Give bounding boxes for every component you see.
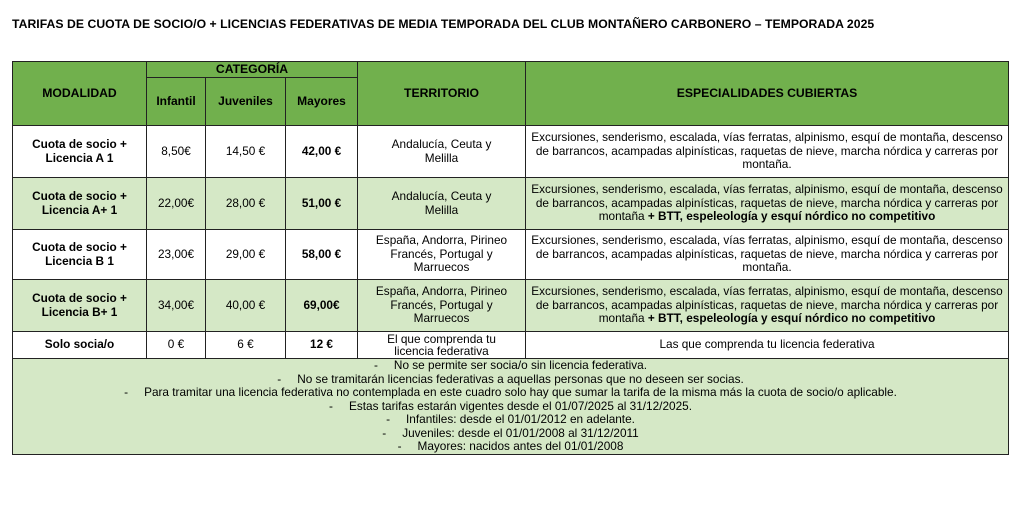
especialidades-cell: Las que comprenda tu licencia federativa (526, 332, 1009, 359)
header-mayores: Mayores (286, 78, 358, 126)
header-modalidad: MODALIDAD (13, 62, 147, 126)
header-juveniles: Juveniles (206, 78, 286, 126)
note-item: - No se permite ser socia/o sin licencia federativa. (373, 358, 648, 372)
modalidad-line: Licencia A+ 1 (41, 202, 118, 217)
modalidad-line: Cuota de socio + (32, 291, 127, 305)
modalidad-cell: Solo socia/o (13, 332, 147, 359)
note-text: Para tramitar una licencia federativa no contemplada en este cuadro solo hay que sumar la tarifa de la misma más la cuota de socio/o aplicable. (144, 385, 897, 399)
especialidades-cell: Excursiones, senderismo, escalada, vías ferratas, alpinismo, esquí de montaña, descenso de barrancos, acampadas alpinísticas, raquetas de nieve, marcha nórdica y carreras por montaña. (526, 126, 1009, 178)
juveniles-cell: 29,00 € (206, 230, 286, 280)
mayores-cell: 42,00 € (286, 126, 358, 178)
document-title: TARIFAS DE CUOTA DE SOCIO/O + LICENCIAS FEDERATIVAS DE MEDIA TEMPORADA DEL CLUB MONTAÑERO CARBONERO – TEMPORADA 2025 (12, 17, 875, 31)
notes-cell (13, 359, 1009, 455)
mayores-cell: 51,00 € (286, 178, 358, 230)
table-row (13, 332, 1009, 359)
juveniles-cell: 40,00 € (206, 280, 286, 332)
note-text: Mayores: nacidos antes del 01/01/2008 (417, 439, 624, 453)
table-row (13, 230, 1009, 280)
modalidad-line: Licencia B+ 1 (41, 304, 118, 319)
header-infantil: Infantil (147, 78, 206, 126)
mayores-cell: 69,00€ (286, 280, 358, 332)
especialidades-cell (526, 178, 1009, 230)
note-item: - Mayores: nacidos antes del 01/01/2008 (397, 439, 624, 453)
territorio-cell: España, Andorra, Pirineo Francés, Portugal y Marruecos (358, 230, 526, 280)
modalidad-cell (13, 126, 147, 178)
modalidad-line: Cuota de socio + (32, 189, 127, 203)
modalidad-line: Licencia A 1 (45, 150, 114, 165)
modalidad-line: Cuota de socio + (32, 240, 127, 254)
note-item: - Infantiles: desde el 01/01/2012 en adelante. (386, 412, 635, 426)
especialidades-extra: + BTT, espeleología y esquí nórdico no competitivo (647, 209, 936, 224)
mayores-cell: 12 € (286, 332, 358, 359)
modalidad-line: Licencia B 1 (45, 253, 114, 268)
table-row (13, 126, 1009, 178)
modalidad-cell (13, 178, 147, 230)
header-territorio: TERRITORIO (358, 62, 526, 126)
infantil-cell: 0 € (147, 332, 206, 359)
header-categoria: CATEGORÍA (147, 62, 358, 78)
territorio-cell: Andalucía, Ceuta y Melilla (358, 178, 526, 230)
note-item: - Para tramitar una licencia federativa no contemplada en este cuadro solo hay que sumar la tarifa de la misma más la cuota de socio/o aplicable. (124, 385, 897, 399)
table-row (13, 178, 1009, 230)
especialidades-cell: Excursiones, senderismo, escalada, vías ferratas, alpinismo, esquí de montaña, descenso de barrancos, acampadas alpinísticas, raquetas de nieve, marcha nórdica y carreras por montaña. (526, 230, 1009, 280)
especialidades-extra: + BTT, espeleología y esquí nórdico no competitivo (647, 311, 936, 326)
especialidades-text: Excursiones, senderismo, escalada, vías ferratas, alpinismo, esquí de montaña, descenso de barrancos, acampadas alpinísticas, raquetas de nieve, marcha nórdica y carreras por montaña (531, 284, 1003, 326)
note-text: Juveniles: desde el 01/01/2008 al 31/12/2011 (402, 425, 639, 440)
note-item: - No se tramitarán licencias federativas a aquellas personas que no deseen ser socias. (277, 371, 744, 386)
note-text: No se permite ser socia/o sin licencia federativa. (393, 358, 648, 372)
territorio-cell: España, Andorra, Pirineo Francés, Portugal y Marruecos (358, 280, 526, 332)
territorio-cell: Andalucía, Ceuta y Melilla (358, 126, 526, 178)
especialidades-cell (526, 280, 1009, 332)
note-text: Estas tarifas estarán vigentes desde el 01/07/2025 al 31/12/2025. (348, 398, 692, 413)
infantil-cell: 8,50€ (147, 126, 206, 178)
fees-table (12, 61, 1009, 455)
juveniles-cell: 6 € (206, 332, 286, 359)
infantil-cell: 22,00€ (147, 178, 206, 230)
header-especialidades: ESPECIALIDADES CUBIERTAS (526, 62, 1009, 126)
infantil-cell: 34,00€ (147, 280, 206, 332)
modalidad-line: Cuota de socio + (32, 137, 127, 151)
infantil-cell: 23,00€ (147, 230, 206, 280)
note-item: - Juveniles: desde el 01/01/2008 al 31/12/2011 (382, 425, 639, 440)
juveniles-cell: 28,00 € (206, 178, 286, 230)
especialidades-text: Excursiones, senderismo, escalada, vías ferratas, alpinismo, esquí de montaña, descenso de barrancos, acampadas alpinísticas, raquetas de nieve, marcha nórdica y carreras por montaña (531, 182, 1003, 224)
modalidad-cell (13, 280, 147, 332)
table-row (13, 280, 1009, 332)
notes-row (13, 359, 1009, 455)
territorio-cell: El que comprenda tu licencia federativa (358, 332, 526, 359)
note-item: - Estas tarifas estarán vigentes desde el 01/07/2025 al 31/12/2025. (329, 398, 692, 413)
note-text: Infantiles: desde el 01/01/2012 en adelante. (406, 412, 635, 426)
juveniles-cell: 14,50 € (206, 126, 286, 178)
modalidad-cell (13, 230, 147, 280)
note-text: No se tramitarán licencias federativas a aquellas personas que no deseen ser socias. (297, 371, 744, 386)
mayores-cell: 58,00 € (286, 230, 358, 280)
